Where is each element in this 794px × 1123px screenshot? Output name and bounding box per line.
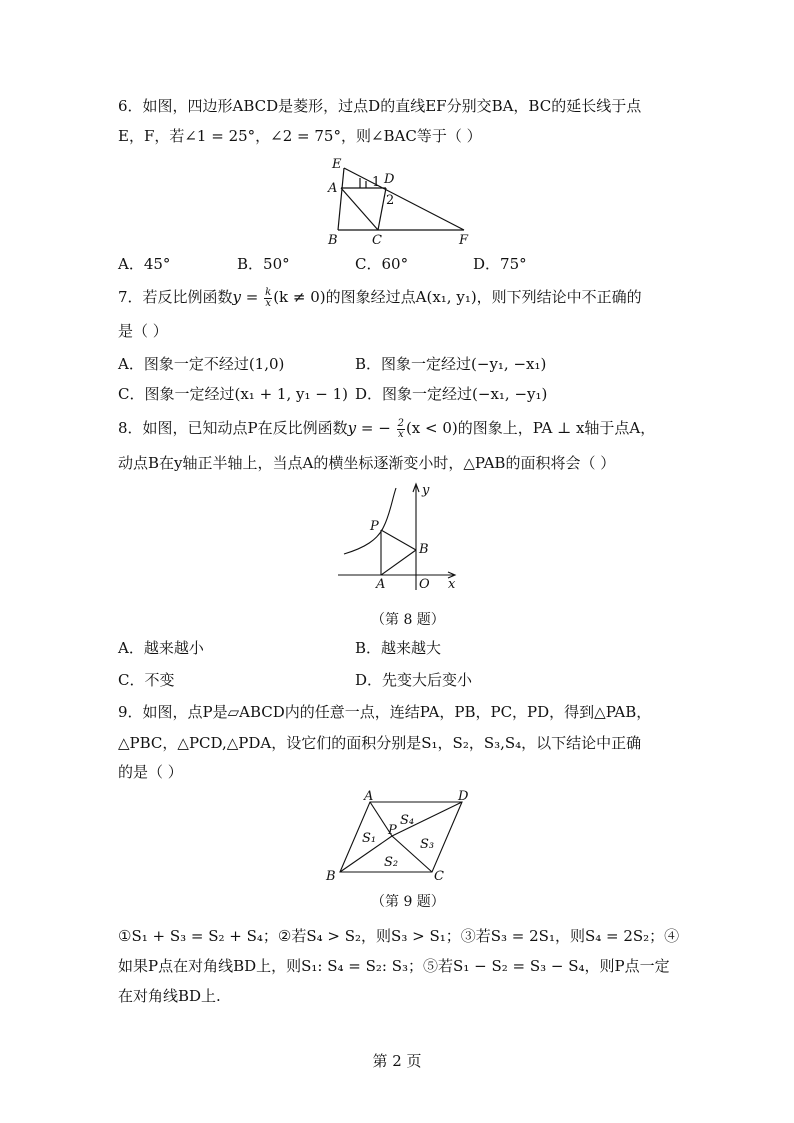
label-C: C [434,869,444,882]
page-number: 第 2 页 [372,1052,422,1070]
q8-line-2: 动点B在y轴正半轴上，当点A的横坐标逐渐变小时，△PAB的面积将会（ ） [118,454,616,472]
label-D: D [458,790,469,804]
q6-rhombus-figure [322,156,474,246]
q9-statements-line-3: 在对角线BD上. [118,987,221,1005]
q7-line-2: 是（ ） [118,322,168,340]
q8-option-d: D．先变大后变小 [355,671,473,689]
q7-option-d: D．图象一定经过(−x₁, −y₁) [355,385,548,403]
q8-option-a: A．越来越小 [118,639,204,657]
q9-line-1: 9．如图，点P是▱ABCD内的任意一点，连结PA，PB，PC，PD，得到△PAB， [118,703,652,721]
q6-option-d: D．75° [473,255,527,273]
label-angle-1: 1 [372,175,381,190]
label-D: D [384,172,395,187]
label-S4: S₄ [400,813,415,828]
label-y-axis: y [422,483,430,498]
q9-parallelogram-figure [322,790,480,882]
q8-caption: （第 8 题） [371,612,445,628]
q6-option-c: C．60° [355,255,409,273]
label-P: P [388,823,397,838]
q7-option-c: C．图象一定经过(x₁ + 1, y₁ − 1) [118,385,348,403]
q9-caption: （第 9 题） [371,894,445,910]
label-A: A [376,577,386,592]
label-B: B [419,542,429,557]
q9-statements-line-1: ①S₁ + S₃ = S₂ + S₄；②若S₄ > S₂，则S₃ > S₁；③若S₃ = 2S₁，则S₄ = 2S₂；④ [118,927,680,945]
label-E: E [332,157,342,172]
label-x-axis: x [448,577,456,592]
label-B: B [326,869,336,882]
q7-option-a: A．图象一定不经过(1,0) [118,355,285,373]
label-C: C [372,233,382,246]
label-S3: S₃ [420,837,435,852]
q9-line-3: 的是（ ） [118,763,183,781]
label-P: P [370,519,379,534]
q9-line-2: △PBC，△PCD,△PDA，设它们的面积分别是S₁，S₂，S₃,S₄，以下结论中正确 [118,734,642,752]
label-O: O [419,577,430,592]
q6-option-b: B．50° [237,255,290,273]
q7-option-b: B．图象一定经过(−y₁, −x₁) [355,355,547,373]
label-S1: S₁ [362,831,377,846]
label-A: A [328,181,338,196]
q8-line-1: 8．如图，已知动点P在反比例函数y = − $\frac{2}{x}$ (x < 0)的图象上，PA ⊥ x轴于点A， [118,417,656,440]
label-A: A [364,790,374,804]
q8-graph-figure [334,480,464,592]
label-B: B [328,233,338,246]
label-angle-2: 2 [386,193,395,208]
q7-line-1: 7．若反比例函数y = $\frac{k}{x}$ (k ≠ 0)的图象经过点A(x₁, y₁)，则下列结论中不正确的 [118,286,642,309]
label-S2: S₂ [384,855,399,870]
q6-line-1: 6．如图，四边形ABCD是菱形，过点D的直线EF分别交BA，BC的延长线于点 [118,97,642,115]
label-F: F [459,233,469,246]
q6-option-a: A．45° [118,255,171,273]
q9-statements-line-2: 如果P点在对角线BD上，则S₁: S₄ = S₂: S₃；⑤若S₁ − S₂ = S₃ − S₄，则P点一定 [118,957,670,975]
q6-line-2: E，F，若∠1 = 25°，∠2 = 75°，则∠BAC等于（ ） [118,127,482,145]
q8-option-b: B．越来越大 [355,639,442,657]
q8-option-c: C．不变 [118,671,175,689]
